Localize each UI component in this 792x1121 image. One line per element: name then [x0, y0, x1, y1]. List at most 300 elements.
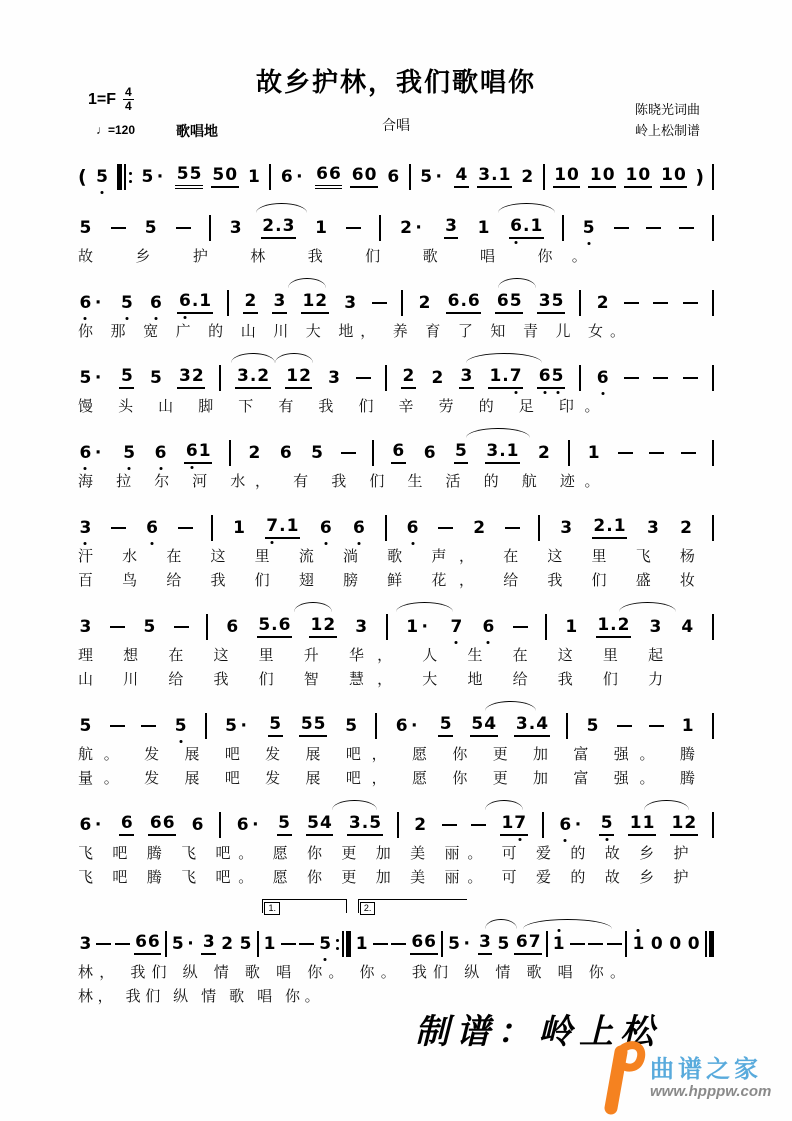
duration-dash: [614, 227, 629, 230]
notes-row: [78, 711, 714, 741]
note: [520, 168, 535, 187]
duration-dash: [588, 943, 603, 946]
duration-dash: [649, 452, 664, 455]
note-char: 3: [460, 366, 473, 387]
note-char: 6: [280, 166, 293, 187]
note: [277, 814, 292, 836]
note: [148, 294, 163, 313]
note: [599, 814, 614, 836]
note: [78, 444, 105, 463]
duration-dash: [618, 452, 633, 455]
note-char: 5: [141, 166, 154, 187]
duration-dash: [111, 227, 126, 230]
note: [140, 168, 167, 187]
duration-dash: [111, 527, 126, 530]
note-char: 6: [596, 369, 609, 388]
note: [145, 519, 160, 538]
barline: [566, 713, 568, 739]
note-char: 6: [79, 814, 92, 835]
slur-arc: [485, 800, 523, 810]
note-char: 6: [147, 932, 160, 953]
volta-band: [78, 897, 714, 917]
note: [559, 519, 574, 538]
note: [211, 166, 239, 188]
note: [78, 369, 105, 388]
octave-dot-low: [190, 466, 193, 469]
note-char: 1: [315, 217, 327, 238]
note-char: 1: [506, 441, 519, 462]
note: [238, 935, 253, 954]
barline: [712, 215, 714, 241]
augmentation-dot: ·: [156, 166, 164, 187]
note: [631, 935, 646, 954]
note-char: 0: [225, 165, 238, 186]
duration-dash: [679, 227, 694, 230]
note-char: 3: [178, 366, 191, 387]
slur-band: [78, 600, 714, 612]
note: [628, 814, 656, 836]
octave-dot-low: [324, 958, 327, 961]
barline: [712, 164, 714, 190]
note-char: 1: [565, 616, 578, 637]
octave-dot-low: [84, 317, 87, 320]
note-char: 3: [649, 616, 662, 637]
lyric-line: 理 想 在 这 里 升 华， 人 生 在 这 里 起: [78, 648, 664, 664]
score: [78, 150, 714, 1016]
note-char: 1: [554, 165, 567, 186]
duration-dash: [624, 377, 639, 380]
note: [488, 367, 523, 389]
note-char: 5: [509, 291, 522, 312]
duration-dash: [471, 824, 486, 827]
note: [410, 933, 438, 955]
note-char: 1: [406, 616, 419, 637]
note-char: 6: [328, 164, 341, 185]
note: [318, 519, 333, 538]
expression-marking: 歌唱地: [176, 123, 218, 139]
duration-dash: [176, 227, 191, 230]
note-char: 3: [282, 216, 295, 237]
note-char: 1: [642, 813, 655, 834]
system-10: [78, 897, 714, 1007]
barline: [269, 164, 271, 190]
volta-label: 2.: [360, 902, 376, 915]
note-char: 5: [307, 813, 319, 834]
note: [306, 814, 334, 836]
note-char: 1: [233, 517, 245, 538]
credit-transcriber: 岭上松制谱: [634, 123, 700, 139]
note: [478, 933, 493, 955]
note-char: 5: [345, 715, 358, 736]
note-char: 5: [120, 366, 133, 387]
note-char: 7: [509, 367, 522, 386]
note-char: 1: [498, 165, 511, 186]
note-char: 5: [313, 714, 326, 735]
note-char: .: [275, 216, 282, 237]
volta-label: 1.: [264, 902, 280, 915]
note-char: 1: [501, 813, 514, 834]
augmentation-dot: ·: [94, 442, 102, 463]
notes-row: [78, 810, 714, 840]
barline: [257, 931, 259, 957]
note: [417, 294, 432, 313]
note-char: 6: [236, 814, 249, 835]
slur-arc: [256, 203, 307, 213]
duration-dash: [442, 824, 457, 827]
note: [670, 814, 698, 836]
note: [224, 717, 251, 736]
watermark-logo-icon: [596, 1041, 648, 1115]
note-char: 2: [537, 442, 550, 463]
octave-dot-low: [179, 740, 182, 743]
note: [243, 292, 258, 314]
note: [247, 444, 262, 463]
note: [476, 219, 491, 238]
note-char: 6: [279, 442, 292, 463]
note-char: 6: [387, 166, 400, 187]
note: [78, 519, 93, 538]
duration-dash: [115, 943, 130, 946]
barline: [409, 164, 411, 190]
note: [595, 294, 610, 313]
octave-dot-low: [543, 391, 546, 394]
octave-dot-low: [587, 242, 590, 245]
slur-band: [78, 501, 714, 513]
duration-dash: [653, 377, 668, 380]
slur-band: [78, 150, 714, 162]
notes-row: [78, 363, 714, 393]
note-char: 3: [348, 813, 361, 834]
augmentation-dot: ·: [435, 166, 442, 187]
octave-dot-high: [637, 929, 640, 932]
slur-band: [78, 798, 714, 810]
duration-dash: [281, 943, 296, 946]
note-char: 6: [392, 441, 405, 462]
key-text: 1=F: [88, 90, 117, 108]
note: [470, 715, 498, 737]
note: [261, 217, 296, 239]
note-char: 5: [600, 814, 613, 833]
barline: [712, 290, 714, 316]
note: [318, 935, 333, 954]
lyric-line: 故 乡 护 林 我 们 歌 唱 你。: [78, 249, 587, 265]
note-char: 1: [597, 615, 610, 636]
barline: [211, 515, 213, 541]
note: [354, 618, 369, 637]
barline: [579, 365, 581, 391]
note-char: 6: [79, 444, 92, 463]
note-char: 2: [418, 292, 431, 313]
note-char: 6: [149, 294, 162, 313]
tempo-value: =120: [108, 123, 136, 137]
note-char: 0: [638, 165, 651, 186]
note: [596, 616, 631, 638]
note-char: 5: [551, 367, 564, 386]
note: [514, 933, 542, 955]
note: [500, 814, 528, 836]
slur-arc: [619, 602, 676, 612]
note-char: 3: [560, 517, 573, 538]
duration-dash: [570, 943, 585, 946]
notes-row: [78, 438, 714, 468]
barline: [441, 931, 443, 957]
augmentation-dot: ·: [94, 367, 102, 388]
augmentation-dot: ·: [415, 217, 422, 238]
slur-band: [78, 917, 714, 929]
augmentation-dot: ·: [240, 715, 247, 736]
note-char: .: [606, 516, 613, 537]
duration-dash: [373, 943, 388, 946]
note-char: 1: [355, 933, 368, 954]
note-char: .: [528, 714, 536, 735]
slur-band: [78, 699, 714, 711]
lyric-line: 飞 吧 腾 飞 吧。 愿 你 更 加 美 丽。 可 爱 的 故 乡 护: [78, 846, 689, 862]
note-char: 6: [162, 813, 175, 834]
parenthesis: ): [695, 166, 704, 188]
note-char: 2: [323, 615, 336, 636]
note-char: 6: [424, 932, 436, 953]
lyric-line: 汗 水 在 这 里 流 淌 歌 声， 在 这 里 飞 杨: [78, 549, 695, 565]
note: [225, 618, 240, 637]
slur-band: [78, 351, 714, 363]
note-char: 6: [120, 813, 133, 834]
note-char: 3: [79, 933, 92, 954]
note-char: 0: [674, 165, 686, 186]
barline: [568, 440, 570, 466]
note-char: 5: [258, 615, 271, 636]
note: [354, 935, 369, 954]
slur-arc: [294, 602, 332, 612]
note-char: 1: [310, 615, 323, 636]
note: [177, 367, 205, 389]
augmentation-dot: ·: [574, 814, 582, 835]
note-char: 5: [174, 717, 187, 736]
octave-dot-low: [487, 641, 490, 644]
slur-arc: [485, 701, 536, 711]
lyric-line: 量。 发 展 吧 发 展 吧， 愿 你 更 加 富 强。 腾: [78, 771, 695, 787]
note-char: 6: [515, 932, 528, 953]
note-char: 1: [629, 813, 642, 834]
barline-thick: [709, 931, 714, 957]
quarter-note-icon: ♩: [96, 123, 108, 137]
note-char: 6: [423, 442, 436, 463]
note-char: 5: [79, 217, 92, 238]
barline-thick: [346, 931, 351, 957]
note-char: 1: [286, 366, 299, 387]
note-char: 6: [319, 519, 332, 538]
note-char: 5: [300, 714, 313, 735]
system-6: [78, 501, 714, 591]
note: [347, 814, 382, 836]
duration-dash: [141, 725, 156, 728]
duration-dash: [110, 725, 125, 728]
augmentation-dot: ·: [187, 933, 194, 954]
duration-dash: [372, 302, 387, 305]
note: [78, 935, 93, 954]
barline: [379, 215, 381, 241]
barline: [712, 713, 714, 739]
repeat-begin: [117, 164, 132, 190]
duration-dash: [96, 943, 111, 946]
duration-dash: [346, 227, 361, 230]
duration-dash: [391, 943, 406, 946]
note-char: 1: [589, 165, 602, 186]
repeat-dot: [336, 947, 339, 950]
note: [190, 816, 205, 835]
octave-dot-low: [564, 839, 567, 842]
barline-thick: [117, 164, 122, 190]
note: [586, 444, 601, 463]
time-signature: [123, 86, 134, 113]
note: [352, 519, 367, 538]
note-char: .: [523, 216, 530, 237]
slur-arc: [466, 353, 542, 363]
barline: [625, 931, 627, 957]
note: [173, 717, 188, 736]
note: [537, 292, 565, 314]
note-char: 3: [79, 519, 92, 538]
note-char: 0: [567, 165, 579, 186]
note-char: 1: [671, 813, 684, 834]
system-5: [78, 426, 714, 492]
slur-arc: [275, 353, 313, 363]
note: [119, 814, 134, 836]
note: [447, 935, 474, 954]
note: [119, 367, 134, 389]
octave-dot-low: [183, 316, 186, 319]
note-char: 1: [302, 291, 315, 312]
note: [551, 935, 566, 954]
note-char: 5: [144, 217, 157, 238]
note-char: 6: [146, 519, 159, 538]
octave-dot-low: [101, 191, 104, 194]
note-char: 6: [467, 291, 480, 312]
note-char: 5: [471, 714, 484, 735]
note-char: 6: [135, 932, 147, 953]
octave-dot-low: [154, 317, 157, 320]
note-char: 1: [681, 715, 694, 736]
note: [509, 217, 544, 239]
note: [581, 219, 596, 238]
note-char: 5: [369, 813, 382, 834]
note-char: 5: [497, 933, 510, 954]
octave-dot-low: [84, 467, 87, 470]
barline: [543, 164, 545, 190]
credit-composer: 陈晓光词曲: [634, 102, 700, 117]
repeat-dots: [336, 939, 339, 950]
note-char: 2: [315, 291, 328, 312]
note: [343, 294, 358, 313]
notes-row: [78, 288, 714, 318]
note-char: 3: [79, 616, 92, 637]
octave-dot-low: [271, 541, 274, 544]
lyric-line: 海 拉 尔 河 水， 有 我 们 生 活 的 航 迹。: [78, 474, 600, 490]
note: [649, 935, 664, 954]
octave-dot-low: [128, 467, 131, 470]
note: [314, 219, 329, 238]
note-char: 5: [311, 442, 323, 463]
note-char: 6: [351, 165, 364, 186]
note: [668, 935, 683, 954]
note-char: 6: [353, 519, 366, 538]
note: [272, 292, 287, 314]
duration-dash: [299, 943, 314, 946]
note: [285, 367, 313, 389]
note-char: 0: [687, 933, 700, 954]
slur-arc: [288, 278, 326, 288]
note-char: 5: [189, 164, 202, 185]
note-char: 2: [299, 366, 311, 387]
octave-dot-low: [514, 391, 517, 394]
octave-dot-high: [557, 929, 560, 932]
note: [386, 168, 401, 187]
duration-dash: [513, 626, 528, 629]
note-char: 5: [120, 294, 133, 313]
note-char: 2: [221, 933, 234, 954]
note: [175, 165, 203, 189]
note-char: 6: [178, 292, 191, 311]
note-char: 6: [447, 291, 460, 312]
note: [78, 219, 93, 238]
note: [170, 935, 197, 954]
note: [201, 933, 216, 955]
note: [399, 219, 426, 238]
note-char: 7: [266, 517, 279, 536]
note-char: 7: [514, 814, 527, 833]
duration-dash: [356, 377, 371, 380]
note-char: 6: [316, 164, 328, 185]
note: [558, 816, 585, 835]
lyric-line: 百 鸟 给 我 们 翅 膀 鲜 花， 给 我 们 盛 妆: [78, 573, 695, 589]
note-char: 3: [515, 714, 528, 735]
note: [148, 369, 163, 388]
note: [278, 444, 293, 463]
notes-row: [78, 929, 714, 959]
octave-dot-low: [151, 542, 154, 545]
note-char: 5: [582, 219, 595, 238]
note-char: 5: [212, 165, 225, 186]
octave-dot-low: [515, 241, 518, 244]
duration-dash: [646, 227, 661, 230]
note: [537, 367, 565, 389]
note-char: 1: [552, 935, 565, 954]
note-char: 4: [681, 616, 694, 637]
system-8: [78, 699, 714, 789]
note: [177, 292, 212, 314]
note: [564, 618, 579, 637]
notes-row: [78, 612, 714, 642]
note-char: 2: [402, 366, 415, 387]
note: [95, 168, 110, 187]
note-char: 6: [510, 217, 523, 236]
note-char: 2: [431, 367, 444, 388]
note-char: 4: [484, 714, 497, 735]
octave-dot-low: [455, 641, 458, 644]
note: [648, 618, 663, 637]
note-char: 5: [79, 367, 92, 388]
note-char: 1: [477, 217, 490, 238]
note: [624, 166, 652, 188]
note: [394, 717, 421, 736]
note-char: 5: [278, 813, 290, 834]
slur-arc: [644, 800, 689, 810]
duration-dash: [505, 527, 520, 530]
system-7: [78, 600, 714, 690]
final-barline: [705, 931, 714, 957]
barline: [546, 931, 548, 957]
note: [235, 816, 262, 835]
augmentation-dot: ·: [411, 715, 418, 736]
